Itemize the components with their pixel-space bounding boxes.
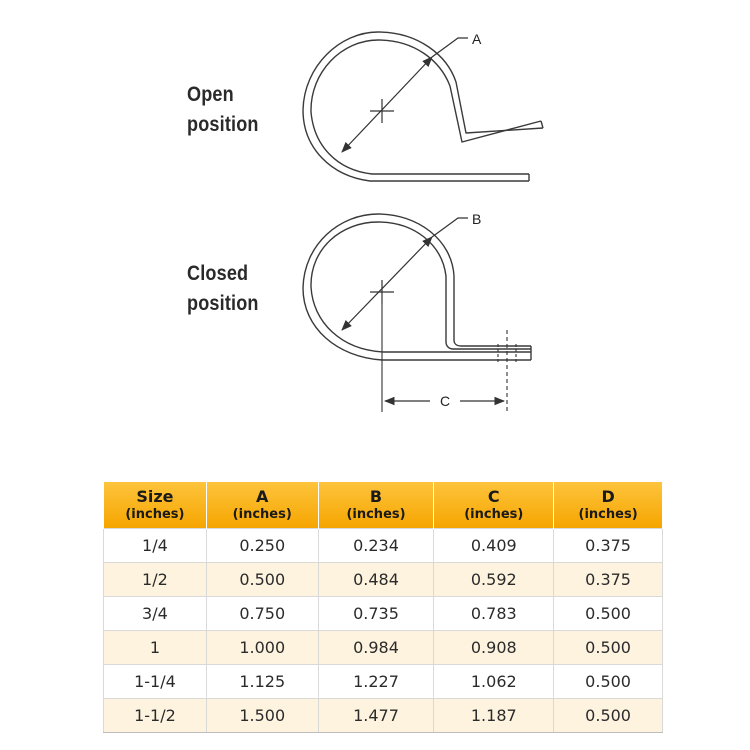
cell-c: 1.187 [434, 699, 554, 733]
dimension-b-arrow [342, 237, 432, 330]
size-table [103, 482, 663, 733]
table-header-row [104, 482, 663, 529]
cell-d: 0.500 [554, 597, 663, 631]
cell-size: 1/2 [104, 563, 207, 597]
header-a-title: A [256, 487, 269, 506]
cell-d: 0.500 [554, 665, 663, 699]
closed-position-label-line2: position [187, 292, 259, 315]
dimension-a-arrow [342, 57, 432, 152]
closed-center-mark [370, 280, 394, 304]
cell-a: 1.500 [206, 699, 318, 733]
cell-a: 0.750 [206, 597, 318, 631]
cell-d: 0.375 [554, 529, 663, 563]
header-c-title: C [487, 487, 500, 506]
header-b-title: B [369, 487, 383, 506]
table-row [104, 597, 663, 631]
cell-size: 1 [104, 631, 207, 665]
cell-c: 0.409 [434, 529, 554, 563]
closed-clip-drawing [303, 214, 531, 360]
open-position-label-line2: position [187, 113, 259, 136]
header-d-title: D [601, 487, 615, 506]
dimension-b-leader [432, 218, 468, 237]
open-clip-inner-edge [303, 32, 543, 181]
table-row [104, 529, 663, 563]
closed-position-label-line1: Closed [187, 262, 249, 285]
open-position-label-line1: Open [187, 83, 234, 106]
cell-a: 1.125 [206, 665, 318, 699]
cell-c: 0.783 [434, 597, 554, 631]
closed-clip-outer-edge [311, 222, 531, 352]
cell-a: 1.000 [206, 631, 318, 665]
cell-b: 0.735 [318, 597, 434, 631]
table-row [104, 665, 663, 699]
cell-a: 0.500 [206, 563, 318, 597]
cell-b: 0.234 [318, 529, 434, 563]
header-c-unit: (inches) [464, 507, 524, 522]
closed-position-label [187, 259, 259, 319]
cell-b: 0.484 [318, 563, 434, 597]
cell-c: 1.062 [434, 665, 554, 699]
cell-a: 0.250 [206, 529, 318, 563]
cell-c: 0.908 [434, 631, 554, 665]
cell-b: 0.984 [318, 631, 434, 665]
header-size-unit: (inches) [125, 507, 185, 522]
table-row [104, 699, 663, 733]
cell-size: 3/4 [104, 597, 207, 631]
cell-size: 1-1/4 [104, 665, 207, 699]
dimension-a-label: A [472, 31, 482, 47]
closed-clip-inner-edge [303, 214, 531, 360]
table-row [104, 563, 663, 597]
open-clip-outer-edge [311, 40, 541, 174]
header-a-unit: (inches) [232, 507, 292, 522]
cell-size: 1/4 [104, 529, 207, 563]
header-c [434, 482, 554, 529]
cell-b: 1.477 [318, 699, 434, 733]
cell-b: 1.227 [318, 665, 434, 699]
table-row [104, 631, 663, 665]
open-clip-drawing [303, 32, 543, 181]
header-size-title: Size [136, 487, 174, 506]
header-b-unit: (inches) [346, 507, 406, 522]
open-clip-tip-cap [541, 121, 543, 128]
cell-size: 1-1/2 [104, 699, 207, 733]
open-position-label [187, 80, 259, 140]
cell-d: 0.500 [554, 631, 663, 665]
cell-c: 0.592 [434, 563, 554, 597]
size-table-container [103, 482, 663, 733]
dimension-c-label: C [440, 393, 451, 409]
header-b [318, 482, 434, 529]
cell-d: 0.500 [554, 699, 663, 733]
header-size [104, 482, 207, 529]
header-a [206, 482, 318, 529]
cell-d: 0.375 [554, 563, 663, 597]
dimension-b-label: B [472, 211, 482, 227]
header-d [554, 482, 663, 529]
header-d-unit: (inches) [578, 507, 638, 522]
